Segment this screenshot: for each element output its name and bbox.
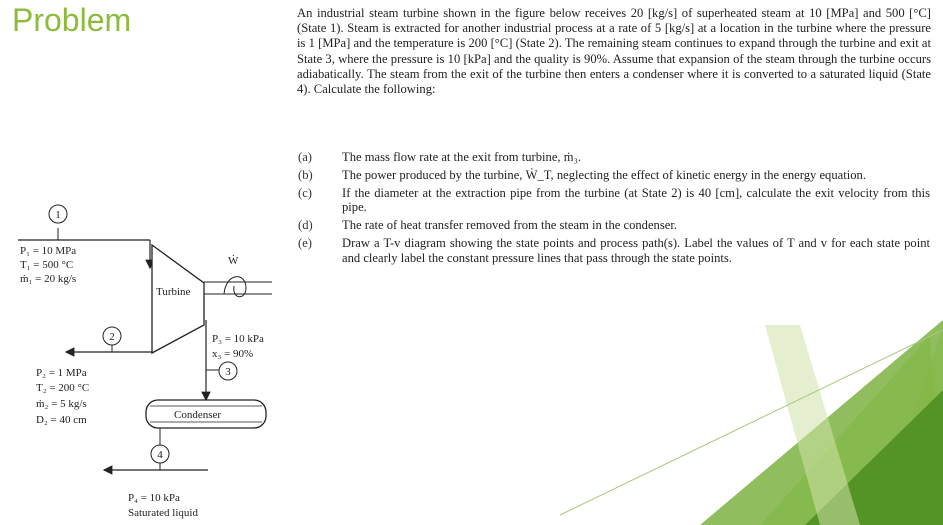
question-text: The power produced by the turbine, Ẇ_T, neglecting the effect of kinetic energy in the energy equation. [342,167,866,182]
state-3-number: 3 [225,366,231,378]
state-4-pressure: P₄ = 10 kPa [128,492,180,504]
question-label: (b) [298,167,313,182]
question-label: (d) [298,218,313,233]
turbine-label: Turbine [156,286,191,298]
question-text: Draw a T-v diagram showing the state points and process path(s). Label the values of T and v for each state point and clearly label the constant pressure lines that pass through the state points. [342,235,930,265]
question-text: The rate of heat transfer removed from the steam in the condenser. [342,218,677,233]
slide-title: Problem [12,2,132,38]
question-text: If the diameter at the extraction pipe from the turbine (at State 2) is 40 [cm], calculate the exit velocity from this pipe. [342,185,930,215]
state-4-number: 4 [157,449,163,461]
question-text: The mass flow rate at the exit from turbine, ṁ₃. [342,150,582,164]
question-label: (c) [298,185,312,200]
state-2-diameter: D₂ = 40 cm [36,414,87,426]
state-1-mass-flow: ṁ₁ = 20 kg/s [20,273,77,285]
state-4-description: Saturated liquid [128,507,198,519]
turbine-body [152,245,204,353]
question-label: (e) [298,235,312,250]
state-1-pressure: P₁ = 10 MPa [20,245,77,257]
question-label: (a) [298,150,312,164]
state-2-temperature: T₂ = 200 °C [36,382,90,394]
state-2-mass-flow: ṁ₂ = 5 kg/s [36,398,87,410]
problem-statement: An industrial steam turbine shown in the figure below receives 20 [kg/s] of superheated steam at 10 [MPa] and 500 [°C] (State 1). Steam is extracted for another industrial process at a rate of 5 [kg/s] at a location in the turbine where the pressure is 1 [MPa] and the temperature is 200 [°C] (State 2). The remaining steam continues to expand through the turbine and exit at State 3, where the pressure is 10 [kPa] and the quality is 90%. Assume that expansion of the steam through the turbine occurs adiabatically. The steam from the exit of the turbine then enters a condenser where it is converted to a saturated liquid (State 4). Calculate the following: [297,6,931,97]
work-label: Ẇ [228,255,239,267]
state-2-pressure: P₂ = 1 MPa [36,367,87,379]
condenser-label: Condenser [174,409,222,421]
state-3-pressure: P₃ = 10 kPa [212,333,264,345]
state-2-number: 2 [109,331,115,343]
state-1-number: 1 [55,209,61,221]
state-3-quality: x₃ = 90% [212,348,254,360]
state-1-temperature: T₁ = 500 °C [20,259,74,271]
